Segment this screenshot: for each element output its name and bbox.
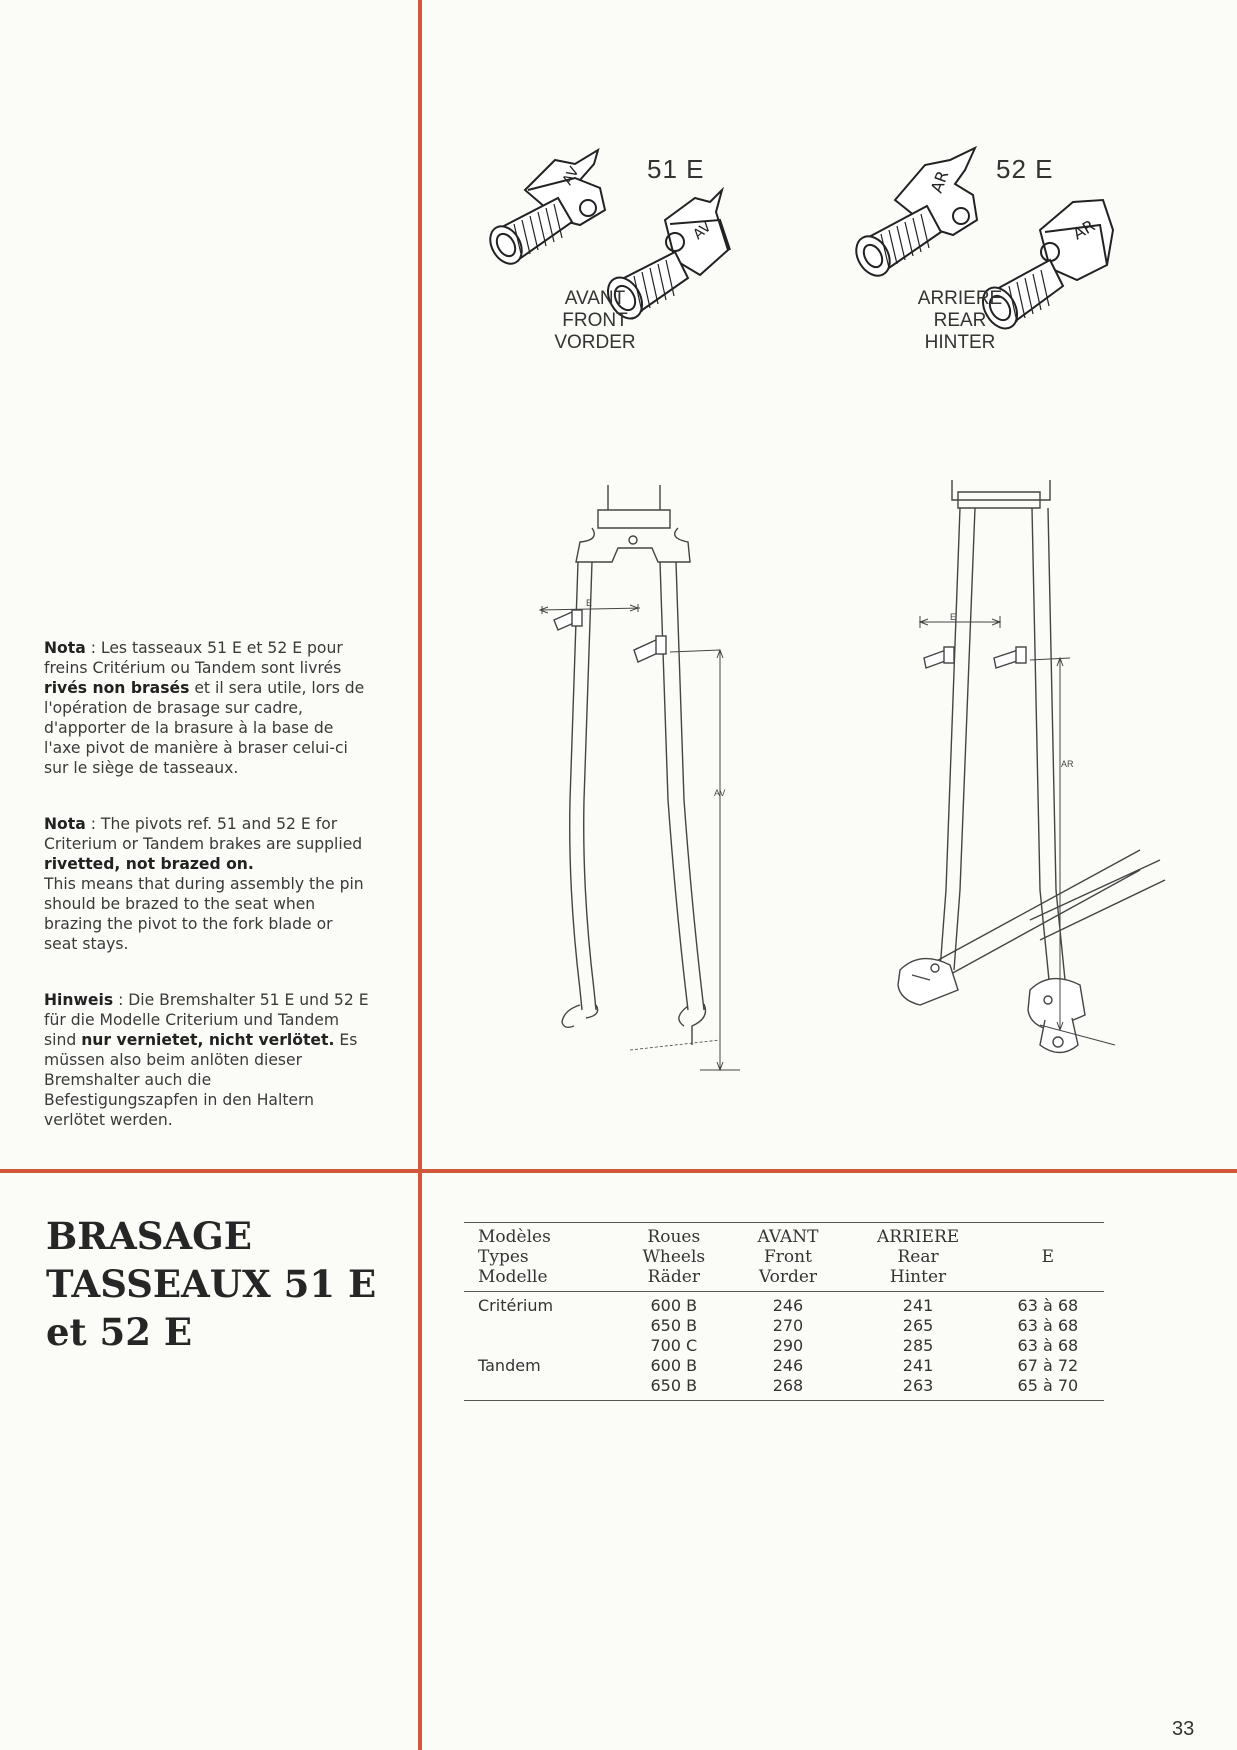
cell-front: 246 <box>772 1296 804 1315</box>
header-wheels: Roues Wheels Räder <box>616 1223 732 1292</box>
horizontal-divider <box>0 1169 1237 1173</box>
svg-text:AV: AV <box>690 219 715 244</box>
table-row <box>464 1376 1104 1401</box>
cell-e: 67 à 72 <box>1017 1356 1079 1375</box>
cell-e: 63 à 68 <box>1017 1336 1079 1355</box>
cell-model <box>464 1376 616 1401</box>
front-label-fr: AVANT <box>564 288 626 309</box>
note-de-label: Hinweis <box>44 991 114 1009</box>
stays-ar-dimension: AR <box>1061 759 1074 769</box>
note-en-label: Nota <box>44 815 86 833</box>
header-models: Modèles Types Modelle <box>464 1223 616 1292</box>
note-en-bold: rivetted, not brazed on. <box>44 855 254 873</box>
note-fr-text2: et il sera utile, lors de l'opération de brasage sur cadre, d'apporter de la brasure à la base de l'axe pivot de manière à braser celui-ci sur le siège de tasseaux. <box>44 679 365 777</box>
vertical-divider <box>418 0 422 1750</box>
front-location-label <box>540 288 650 354</box>
cell-wheel: 700 C <box>650 1336 698 1355</box>
cell-model: Critérium <box>478 1296 554 1315</box>
rear-label-de: HINTER <box>924 332 996 353</box>
front-fork-diagram <box>520 470 770 1080</box>
note-de-sep: : <box>113 991 129 1009</box>
cell-e: 65 à 70 <box>992 1376 1104 1401</box>
rear-stays-diagram <box>880 470 1170 1070</box>
fork-av-dimension: AV <box>714 788 726 798</box>
cell-rear: 265 <box>902 1316 934 1335</box>
rear-location-label <box>905 288 1015 354</box>
note-french <box>44 638 370 778</box>
pivot-52e-bracket-left <box>850 148 977 282</box>
note-en-text2: This means that during assembly the pin should be brazed to the seat when brazing the pivot to the fork blade or seat stays. <box>44 875 364 953</box>
cell-front: 246 <box>772 1356 804 1375</box>
rear-label-fr: ARRIERE <box>917 288 1003 309</box>
cell-front: 268 <box>732 1376 845 1401</box>
cell-wheel: 650 B <box>650 1316 698 1335</box>
cell-model <box>464 1336 616 1356</box>
cell-front: 290 <box>772 1336 804 1355</box>
note-fr-label: Nota <box>44 639 86 657</box>
note-german <box>44 990 370 1130</box>
note-fr-sep: : <box>85 639 101 657</box>
page-number: 33 <box>1172 1718 1195 1740</box>
page-title <box>46 1212 376 1356</box>
cell-rear: 241 <box>902 1356 934 1375</box>
cell-rear: 263 <box>844 1376 991 1401</box>
note-de-bold: nur vernietet, nicht verlötet. <box>81 1031 335 1049</box>
table-header-row <box>464 1223 1104 1292</box>
title-line-1: BRASAGE <box>46 1214 252 1258</box>
header-e: E <box>992 1223 1104 1292</box>
svg-text:AV: AV <box>559 164 583 188</box>
cell-rear: 285 <box>902 1336 934 1355</box>
fork-e-dimension: E <box>586 598 593 608</box>
note-fr-bold: rivés non brasés <box>44 679 190 697</box>
title-line-3: et 52 E <box>46 1310 193 1354</box>
table-row <box>464 1316 1104 1336</box>
pivot-52e-code: 52 E <box>996 154 1054 184</box>
svg-text:AR: AR <box>926 168 953 196</box>
cell-e: 63 à 68 <box>1017 1316 1079 1335</box>
cell-e: 63 à 68 <box>1017 1296 1079 1315</box>
title-line-2: TASSEAUX 51 E <box>46 1262 377 1306</box>
header-rear: ARRIERE Rear Hinter <box>844 1223 991 1292</box>
svg-text:AR: AR <box>1069 215 1099 244</box>
cell-rear: 241 <box>902 1296 934 1315</box>
note-en-text1: The pivots ref. 51 and 52 E for Criterium or Tandem brakes are supplied <box>44 815 363 853</box>
front-label-en: FRONT <box>562 310 628 331</box>
table-row <box>464 1356 1104 1376</box>
note-de-text1: Die Bremshalter 51 E und 52 E für die Modelle Criterium und Tandem sind <box>44 991 369 1049</box>
note-fr-text1: Les tasseaux 51 E et 52 E pour freins Critérium ou Tandem sont livrés <box>44 639 343 677</box>
note-english <box>44 814 370 954</box>
cell-model <box>464 1316 616 1336</box>
header-front: AVANT Front Vorder <box>732 1223 845 1292</box>
cell-wheel: 600 B <box>650 1296 698 1315</box>
pivot-dimensions-table <box>464 1222 1104 1401</box>
pivot-51e-code: 51 E <box>647 154 705 184</box>
cell-front: 270 <box>772 1316 804 1335</box>
cell-model: Tandem <box>478 1356 541 1375</box>
note-en-sep: : <box>85 815 101 833</box>
note-de-text2: Es müssen also beim anlöten dieser Bremshalter auch die Befestigungszapfen in den Haltern verlötet werden. <box>44 1031 358 1129</box>
table-row <box>464 1292 1104 1317</box>
cell-wheel: 650 B <box>616 1376 732 1401</box>
pivot-51e-bracket-left <box>484 150 605 269</box>
cell-wheel: 600 B <box>650 1356 698 1375</box>
rear-label-en: REAR <box>933 310 987 331</box>
table-row <box>464 1336 1104 1356</box>
front-label-de: VORDER <box>554 332 636 353</box>
stays-e-dimension: E <box>950 612 957 622</box>
